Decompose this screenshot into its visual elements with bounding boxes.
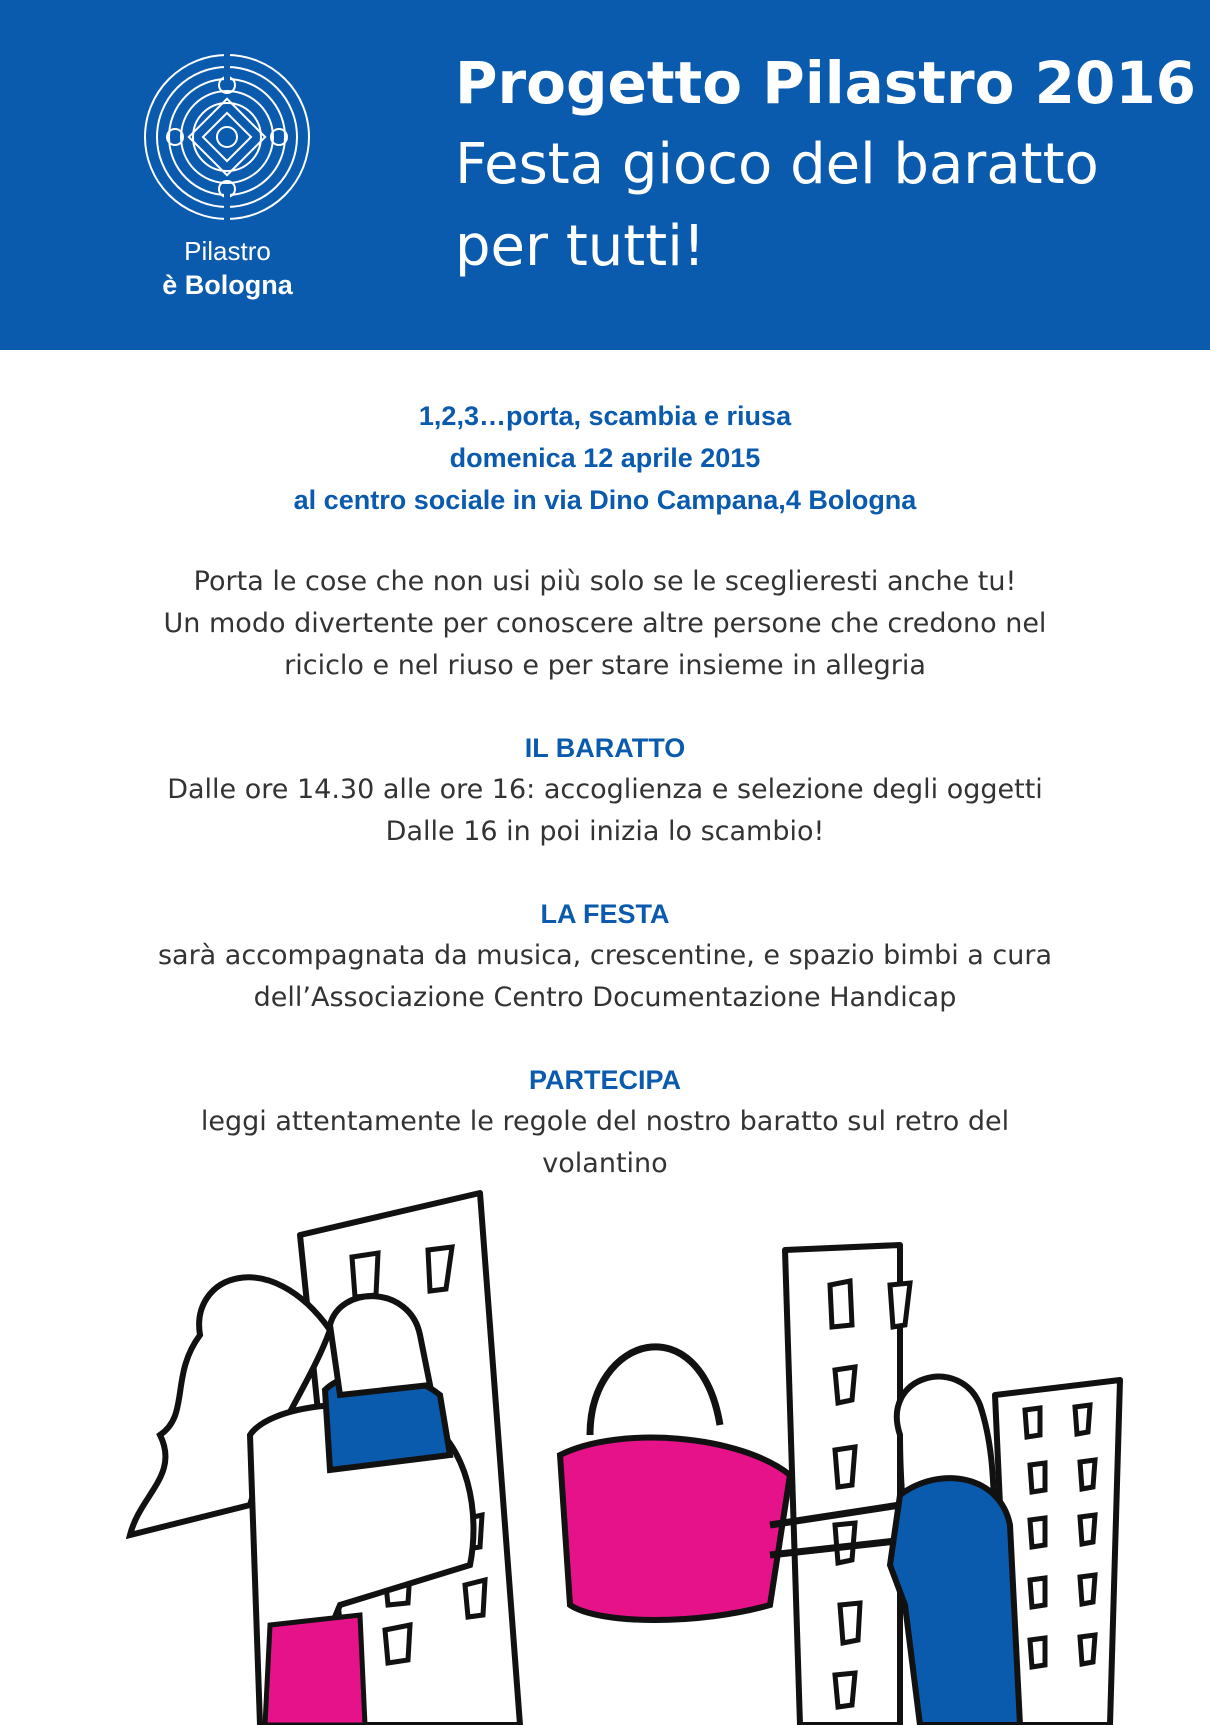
festa-line2: dell’Associazione Centro Documentazione Handicap: [253, 982, 957, 1013]
pilastro-logo-icon: [140, 50, 315, 225]
festa-line1: sarà accompagnata da musica, crescentine, e spazio bimbi a cura: [157, 940, 1053, 971]
description-line3: riciclo e nel riuso e per stare insieme in allegria: [284, 650, 926, 681]
baratto-line2: Dalle 16 in poi inizia lo scambio!: [385, 816, 825, 847]
baratto-heading: IL BARATTO: [524, 733, 686, 763]
barter-illustration: [0, 1185, 1210, 1725]
header-banner: [0, 0, 1210, 350]
left-woman-pink-skirt: [265, 1615, 365, 1725]
page-title: Progetto Pilastro 2016: [455, 49, 1197, 117]
intro-line1: 1,2,3…porta, scambia e riusa: [418, 401, 792, 431]
right-woman-blue-shirt: [890, 1478, 1020, 1725]
festa-heading: LA FESTA: [540, 899, 670, 929]
pink-bag-handle: [590, 1347, 720, 1435]
logo-text-pilastro: Pilastro: [184, 236, 271, 266]
intro-location: al centro sociale in via Dino Campana,4 Bologna: [293, 485, 917, 515]
intro-date: domenica 12 aprile 2015: [449, 443, 761, 473]
partecipa-line2: volantino: [542, 1148, 668, 1179]
description-line2: Un modo divertente per conoscere altre persone che credono nel: [163, 608, 1047, 639]
partecipa-line1: leggi attentamente le regole del nostro baratto sul retro del: [200, 1106, 1010, 1137]
baratto-line1: Dalle ore 14.30 alle ore 16: accoglienza e selezione degli oggetti: [167, 774, 1043, 805]
page-subtitle-line1: Festa gioco del baratto: [455, 132, 1099, 197]
pink-bag: [560, 1438, 790, 1620]
description-line1: Porta le cose che non usi più solo se le sceglieresti anche tu!: [193, 566, 1017, 597]
flyer-content: [0, 395, 1210, 1185]
logo-text-bologna: è Bologna: [162, 270, 293, 300]
page-subtitle-line2: per tutti!: [455, 214, 706, 279]
partecipa-heading: PARTECIPA: [528, 1065, 681, 1095]
